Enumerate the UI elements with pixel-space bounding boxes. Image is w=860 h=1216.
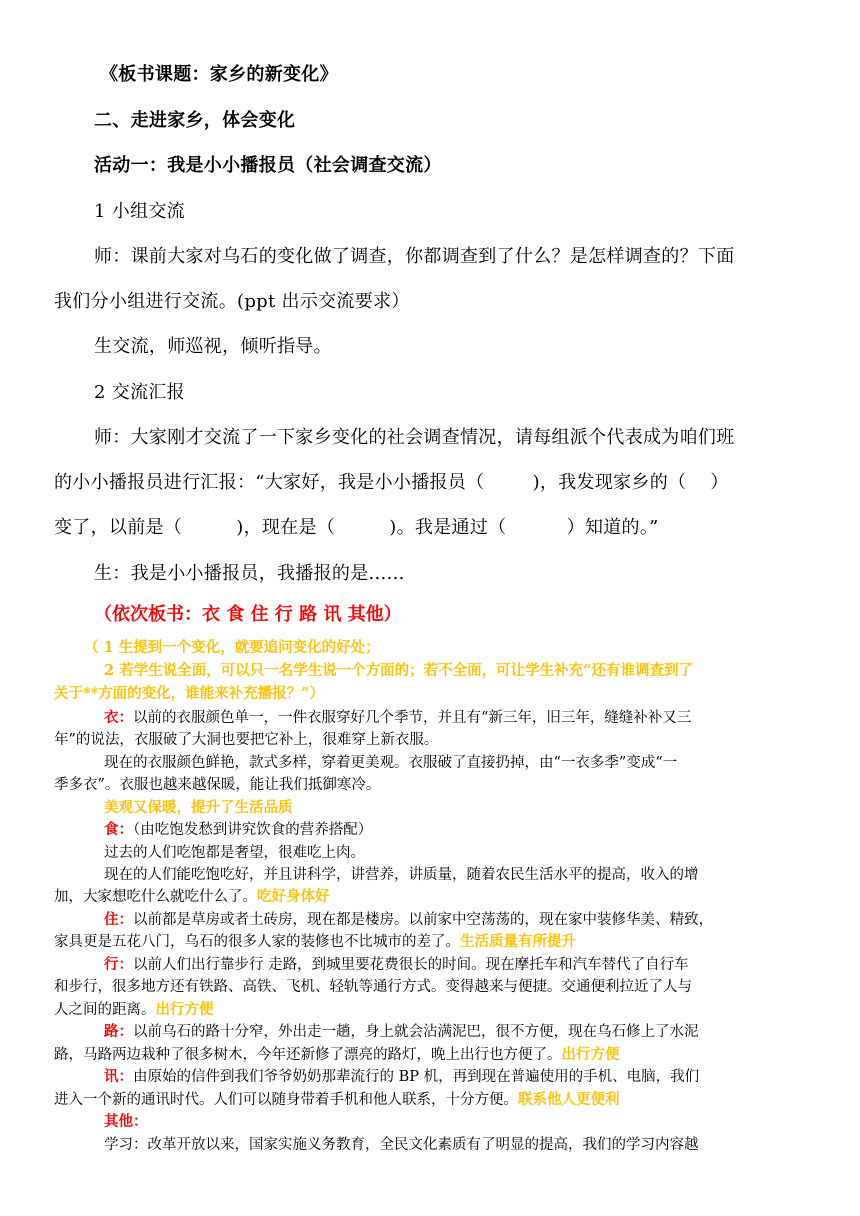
food-sub: 食：（由吃饱发愁到讲究饮食的营养搭配）	[104, 821, 373, 838]
board-order-note: （依次板书：衣 食 住 行 路 讯 其他）	[94, 604, 402, 625]
other-label-line	[104, 1111, 148, 1133]
travel-label: 行：	[104, 956, 133, 973]
road-1: 路：以前乌石的路十分窄，外出走一趟，身上就会沾满泥巴，很不方便，现在乌石修上了水泥	[104, 1023, 699, 1040]
clothing-now-1: 现在的衣服颜色鲜艳，款式多样，穿着更美观。衣服破了直接扔掉，由“一衣多季”变成“一	[104, 755, 678, 771]
teacher-line-1a: 师：课前大家对乌石的变化做了调查，你都调查到了什么？是怎样调查的？下面	[94, 246, 735, 267]
note-1: （ 1 生提到一个变化，就要追问变化的好处；	[84, 639, 380, 656]
teacher-line-2c: 变了，以前是（ )，现在是（ )。我是通过（ ）知道的。”	[54, 517, 659, 538]
students-exchange: 生交流，师巡视，倾听指导。	[94, 336, 332, 357]
students-report: 生：我是小小播报员，我播报的是......	[94, 563, 405, 584]
road-label: 路：	[104, 1023, 133, 1040]
housing-1: 住：以前都是草房或者土砖房，现在都是楼房。以前家中空荡荡的，现在家中装修华美、精致，	[104, 911, 713, 928]
note-2b: 关于**方面的变化，谁能来补充播报？”）	[54, 685, 325, 702]
other-label: 其他：	[104, 1113, 148, 1130]
step-1-heading: 1 小组交流	[94, 201, 185, 222]
clothing-benefit: 美观又保暖，提升了生活品质	[104, 799, 293, 816]
housing-label: 住：	[104, 911, 133, 928]
teacher-line-2a: 师：大家刚才交流了一下家乡变化的社会调查情况，请每组派个代表成为咱们班	[94, 427, 735, 448]
step-2-heading: 2 交流汇报	[94, 382, 185, 403]
clothing-past-1: 衣：以前的衣服颜色单一，一件衣服穿好几个季节，并且有“新三年，旧三年，缝缝补补又三	[104, 709, 692, 726]
travel-2: 和步行，很多地方还有铁路、高铁、飞机、轻轨等通行方式。变得越来与便捷。交通便利拉近了人与	[54, 979, 692, 995]
food-now-2: 加，大家想吃什么就吃什么了。吃好身体好	[54, 888, 330, 905]
housing-benefit: 生活质量有所提升	[460, 933, 576, 950]
comm-benefit: 联系他人更便利	[518, 1091, 620, 1108]
teacher-line-1b: 我们分小组进行交流。(ppt 出示交流要求）	[54, 291, 410, 312]
clothing-now-2: 季多衣”。衣服也越来越保暖，能让我们抵御寒冷。	[54, 777, 381, 793]
food-past: 过去的人们吃饱都是奢望，很难吃上肉。	[104, 845, 365, 861]
note-2a: 2 若学生说全面，可以只一名学生说一个方面的；若不全面，可让学生补充“还有谁调查到了	[104, 662, 693, 679]
other-study-1: 学习：改革开放以来，国家实施义务教育，全民文化素质有了明显的提高，我们的学习内容越	[104, 1137, 699, 1153]
comm-label: 讯：	[104, 1068, 133, 1085]
food-label: 食：	[104, 821, 133, 838]
road-2: 路，马路两边栽种了很多树木，今年还新修了漂亮的路灯，晚上出行也方便了。出行方便	[54, 1046, 620, 1063]
clothing-label: 衣：	[104, 709, 133, 726]
travel-benefit: 出行方便	[155, 1001, 214, 1018]
comm-2: 进入一个新的通讯时代。人们可以随身带着手机和他人联系，十分方便。联系他人更便利	[54, 1091, 620, 1108]
board-title-heading: 《板书课题：家乡的新变化》	[100, 64, 338, 85]
section-heading: 二、走进家乡，体会变化	[94, 110, 296, 131]
comm-1: 讯：由原始的信件到我们爷爷奶奶那辈流行的 BP 机，再到现在普遍使用的手机、电脑，我们	[104, 1068, 700, 1085]
travel-1: 行：以前人们出行靠步行 走路，到城里要花费很长的时间。现在摩托车和汽车替代了自行车	[104, 956, 689, 973]
food-now-1: 现在的人们能吃饱吃好，并且讲科学，讲营养，讲质量，随着农民生活水平的提高，收入的增	[104, 867, 699, 883]
clothing-past-2: 年”的说法，衣服破了大洞也要把它补上，很难穿上新衣服。	[54, 732, 439, 748]
activity-heading: 活动一：我是小小播报员（社会调查交流）	[94, 155, 442, 176]
food-benefit: 吃好身体好	[257, 888, 330, 905]
teacher-line-2b: 的小小播报员进行汇报：“大家好，我是小小播报员（ )，我发现家乡的（ ）	[54, 472, 729, 493]
road-benefit: 出行方便	[561, 1046, 620, 1063]
housing-2: 家具更是五花八门，乌石的很多人家的装修也不比城市的差了。生活质量有所提升	[54, 933, 576, 950]
travel-3: 人之间的距离。出行方便	[54, 1001, 214, 1018]
